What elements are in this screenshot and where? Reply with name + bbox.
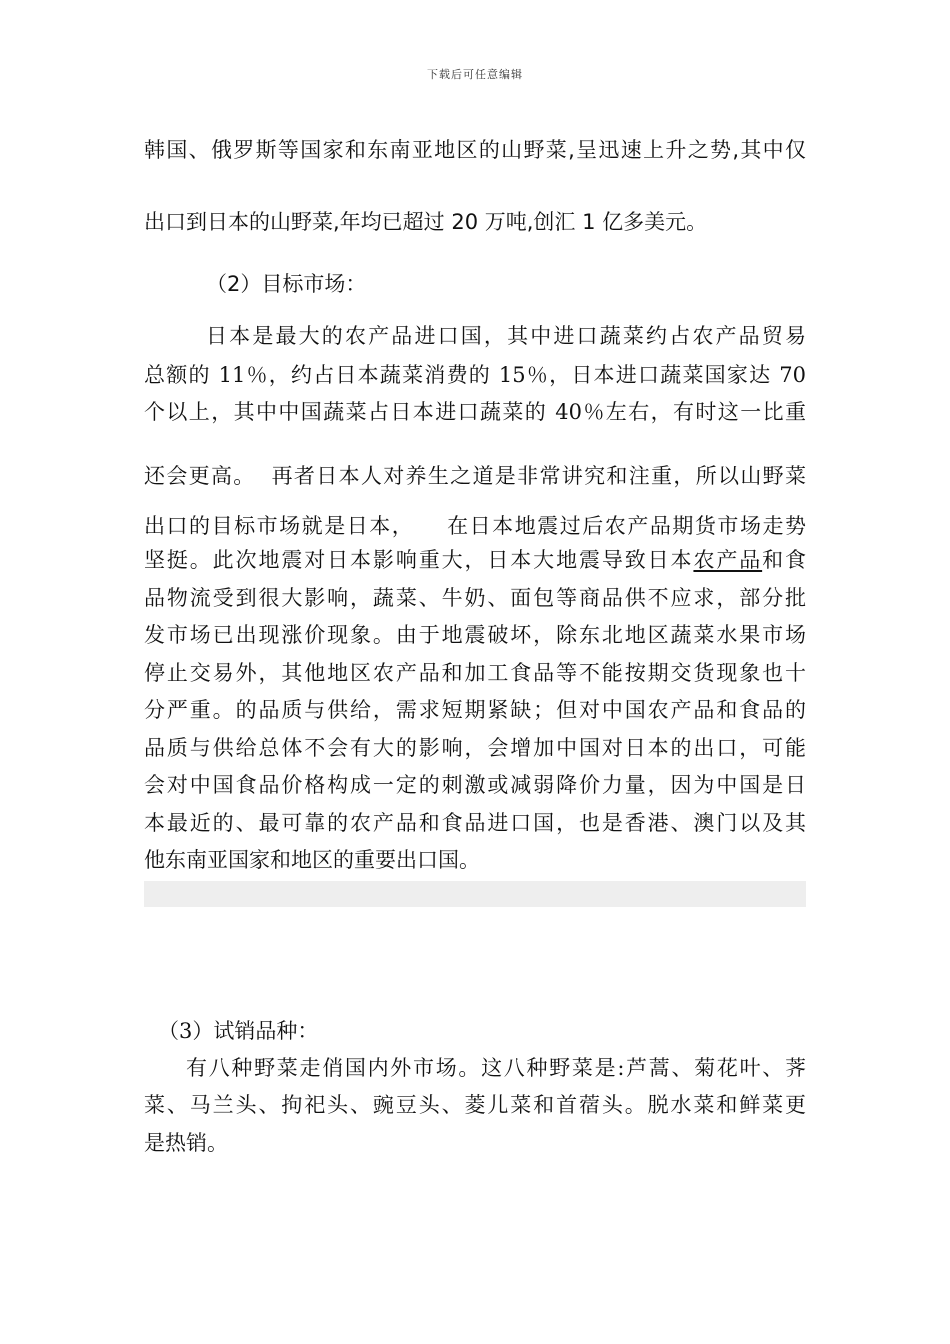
paragraph-line: 发市场已出现涨价现象。由于地震破坏，除东北地区蔬菜水果市场 [144,623,806,647]
paragraph-line: 他东南亚国家和地区的重要出口国。 [144,848,480,872]
paragraph-line: 是热销。 [144,1131,228,1155]
header-note: 下载后可任意编辑 [427,68,523,81]
gray-band [144,881,806,907]
paragraph-line: 韩国、俄罗斯等国家和东南亚地区的山野菜,呈迅速上升之势,其中仅 [144,138,806,162]
section-heading: （2）目标市场： [206,272,367,296]
paragraph-text: 坚挺。此次地震对日本影响重大，日本大地震导致日本 [144,548,694,572]
paragraph-line: 分严重。的品质与供给，需求短期紧缺；但对中国农产品和食品的 [144,698,806,722]
paragraph-text: 和食 [762,548,807,572]
paragraph-line: 出口到日本的山野菜,年均已超过 20 万吨,创汇 1 亿多美元。 [144,210,708,234]
paragraph-line: 停止交易外，其他地区农产品和加工食品等不能按期交货现象也十 [144,661,806,685]
paragraph-line: 品物流受到很大影响，蔬菜、牛奶、面包等商品供不应求，部分批 [144,586,806,610]
paragraph-line: 总额的 11％，约占日本蔬菜消费的 15％，日本进口蔬菜国家达 70 [144,363,806,387]
paragraph-line: 会对中国食品价格构成一定的刺激或减弱降价力量，因为中国是日 [144,773,806,797]
section-heading: （3）试销品种： [158,1019,319,1043]
paragraph-line: 本最近的、最可靠的农产品和食品进口国，也是香港、澳门以及其 [144,811,806,835]
paragraph-line: 日本是最大的农产品进口国，其中进口蔬菜约占农产品贸易 [206,324,806,348]
paragraph-line: 有八种野菜走俏国内外市场。这八种野菜是:芦蒿、菊花叶、荠 [186,1056,806,1080]
paragraph-line: 个以上，其中中国蔬菜占日本进口蔬菜的 40％左右，有时这一比重 [144,400,806,424]
agricultural-products-link[interactable]: 农产品 [693,548,763,572]
paragraph-line [144,546,806,574]
paragraph-line: 品质与供给总体不会有大的影响，会增加中国对日本的出口，可能 [144,736,806,760]
paragraph-line: 出口的目标市场就是日本， 在日本地震过后农产品期货市场走势 [144,514,806,538]
paragraph-line: 菜、马兰头、拘祀头、豌豆头、菱儿菜和首蓿头。脱水菜和鲜菜更 [144,1093,806,1117]
paragraph-line: 还会更高。 再者日本人对养生之道是非常讲究和注重，所以山野菜 [144,464,806,488]
